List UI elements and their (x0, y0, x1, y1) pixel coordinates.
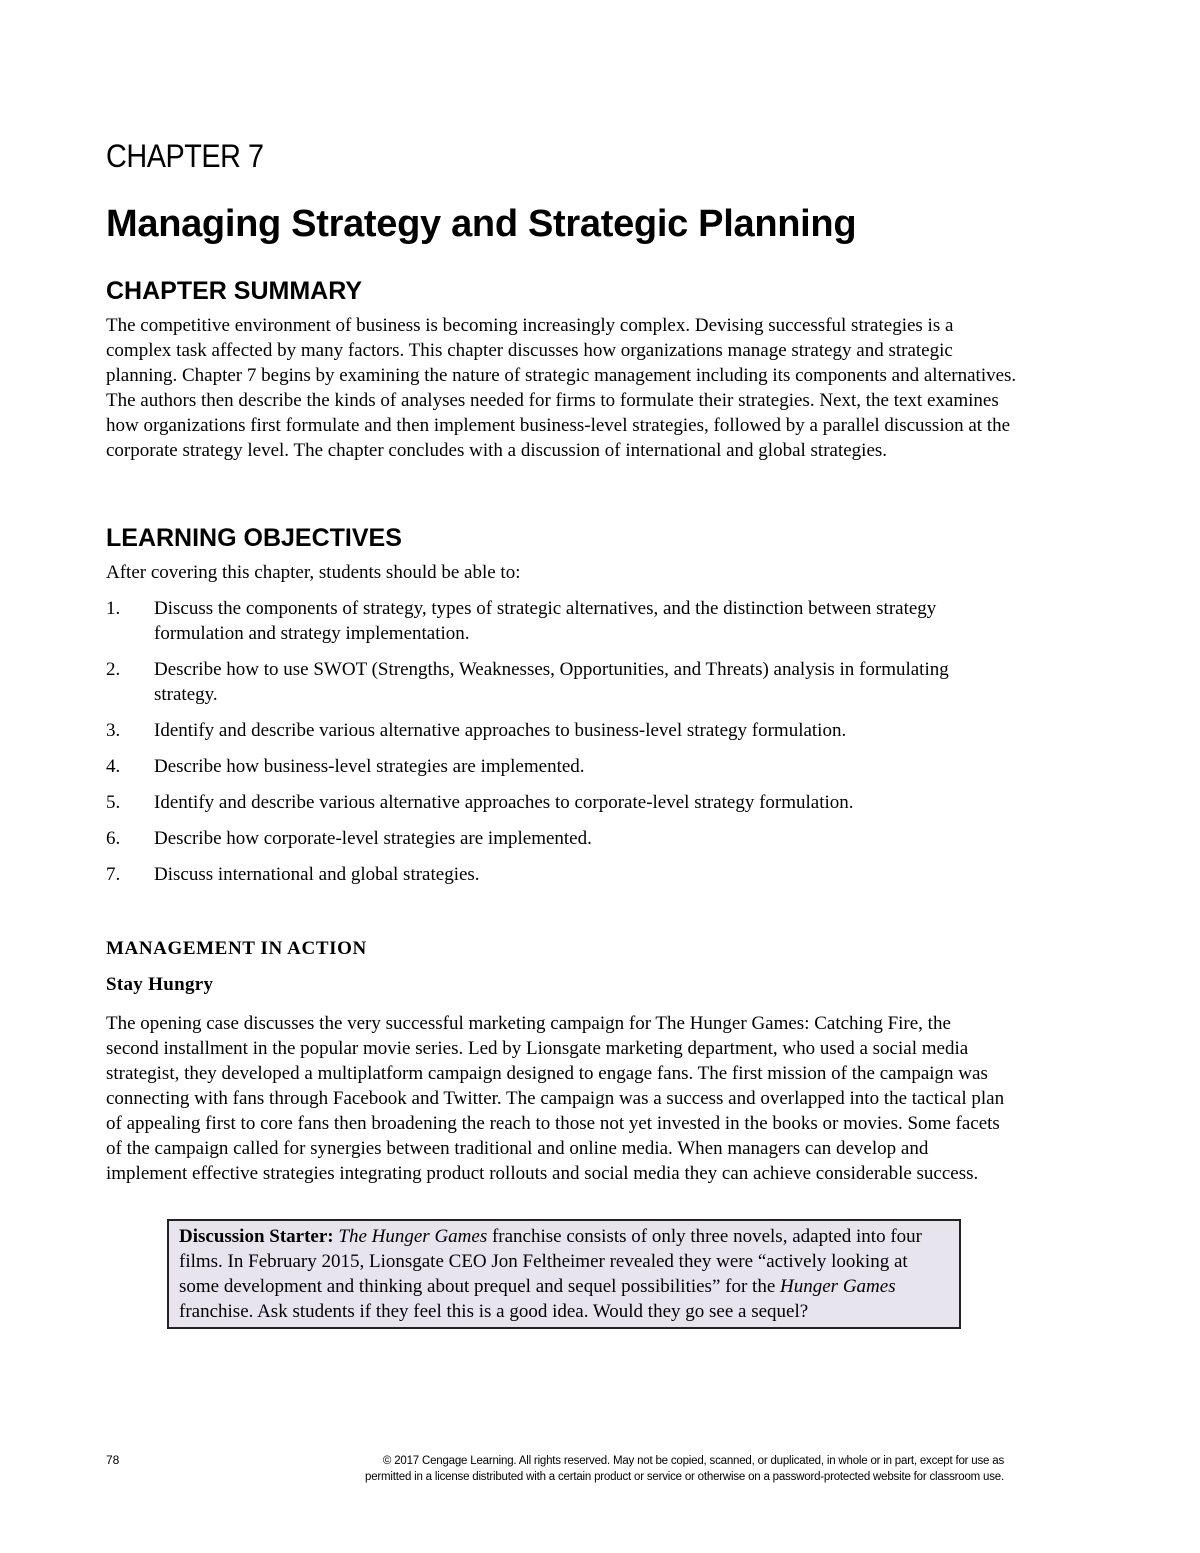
discussion-starter-label: Discussion Starter: (179, 1226, 334, 1247)
list-item (106, 790, 1006, 815)
book-title: The Hunger Games (338, 1226, 488, 1247)
discussion-text-part: franchise consists of only three novels, adapted into four films. In February 2015, Lionsgate CEO Jon Feltheimer revealed they were “actively looking at some development and thinking about prequel and sequel possibilities” for the (179, 1226, 922, 1297)
learning-objectives-intro: After covering this chapter, students should be able to: (106, 562, 521, 583)
book-title: Hunger Games (780, 1276, 896, 1297)
chapter-title: Managing Strategy and Strategic Planning (106, 203, 857, 245)
list-item-text: Describe how corporate-level strategies are implemented. (154, 828, 592, 849)
chapter-summary-heading: CHAPTER SUMMARY (106, 277, 363, 305)
list-item-number: 2. (106, 659, 121, 680)
discussion-starter-box (167, 1219, 961, 1329)
learning-objectives-list (106, 596, 1006, 898)
copyright-notice (244, 1453, 1004, 1485)
copyright-line: permitted in a license distributed with a certain product or service or otherwise on a password-protected website for classroom use. (365, 1471, 1004, 1483)
list-item-text: Identify and describe various alternative approaches to corporate-level strategy formulation. (154, 792, 854, 813)
management-in-action-heading: MANAGEMENT IN ACTION (106, 938, 367, 959)
list-item-number: 6. (106, 828, 121, 849)
list-item-text: Identify and describe various alternative approaches to business-level strategy formulation. (154, 720, 847, 741)
list-item (106, 826, 1006, 851)
list-item-number: 4. (106, 756, 121, 777)
list-item-text: Describe how business-level strategies are implemented. (154, 756, 585, 777)
list-item-text: Describe how to use SWOT (Strengths, Weaknesses, Opportunities, and Threats) analysis in formulating strategy. (154, 659, 949, 705)
list-item (106, 657, 1006, 707)
case-title: Stay Hungry (106, 974, 214, 995)
discussion-text-part: franchise. Ask students if they feel this is a good idea. Would they go see a sequel? (179, 1301, 809, 1322)
list-item (106, 754, 1006, 779)
list-item-number: 1. (106, 598, 121, 619)
chapter-summary-text: The competitive environment of business is becoming increasingly complex. Devising successful strategies is a complex task affected by many factors. This chapter discusses how organizations manage strategy and strategic planning. Chapter 7 begins by examining the nature of strategic management including its components and alternatives. The authors then describe the kinds of analyses needed for firms to formulate their strategies. Next, the text examines how organizations first formulate and then implement business-level strategies, followed by a parallel discussion at the corporate strategy level. The chapter concludes with a discussion of international and global strategies. (106, 315, 1017, 461)
copyright-line: © 2017 Cengage Learning. All rights reserved. May not be copied, scanned, or duplicated, in whole or in part, except for use as (382, 1455, 1004, 1467)
list-item (106, 862, 1006, 887)
list-item-number: 3. (106, 720, 121, 741)
page-number: 78 (106, 1453, 120, 1467)
chapter-label: CHAPTER 7 (106, 138, 264, 174)
list-item-number: 5. (106, 792, 121, 813)
list-item-number: 7. (106, 864, 121, 885)
learning-objectives-heading: LEARNING OBJECTIVES (106, 524, 402, 552)
case-summary-text: The opening case discusses the very successful marketing campaign for The Hunger Games: Catching Fire, the second installment in the popular movie series. Led by Lionsgate marketing department, who used a social media strategist, they developed a multiplatform campaign designed to engage fans. The first mission of the campaign was connecting with fans through Facebook and Twitter. The campaign was a success and overlapped into the tactical plan of appealing first to core fans then broadening the reach to those not yet invested in the books or movies. Some facets of the campaign called for synergies between traditional and online media. When managers can develop and implement effective strategies integrating product rollouts and social media they can achieve considerable success. (106, 1013, 1005, 1184)
list-item (106, 596, 1006, 646)
list-item (106, 718, 1006, 743)
list-item-text: Discuss international and global strategies. (154, 864, 480, 885)
list-item-text: Discuss the components of strategy, types of strategic alternatives, and the distinction between strategy formulation and strategy implementation. (154, 598, 937, 644)
